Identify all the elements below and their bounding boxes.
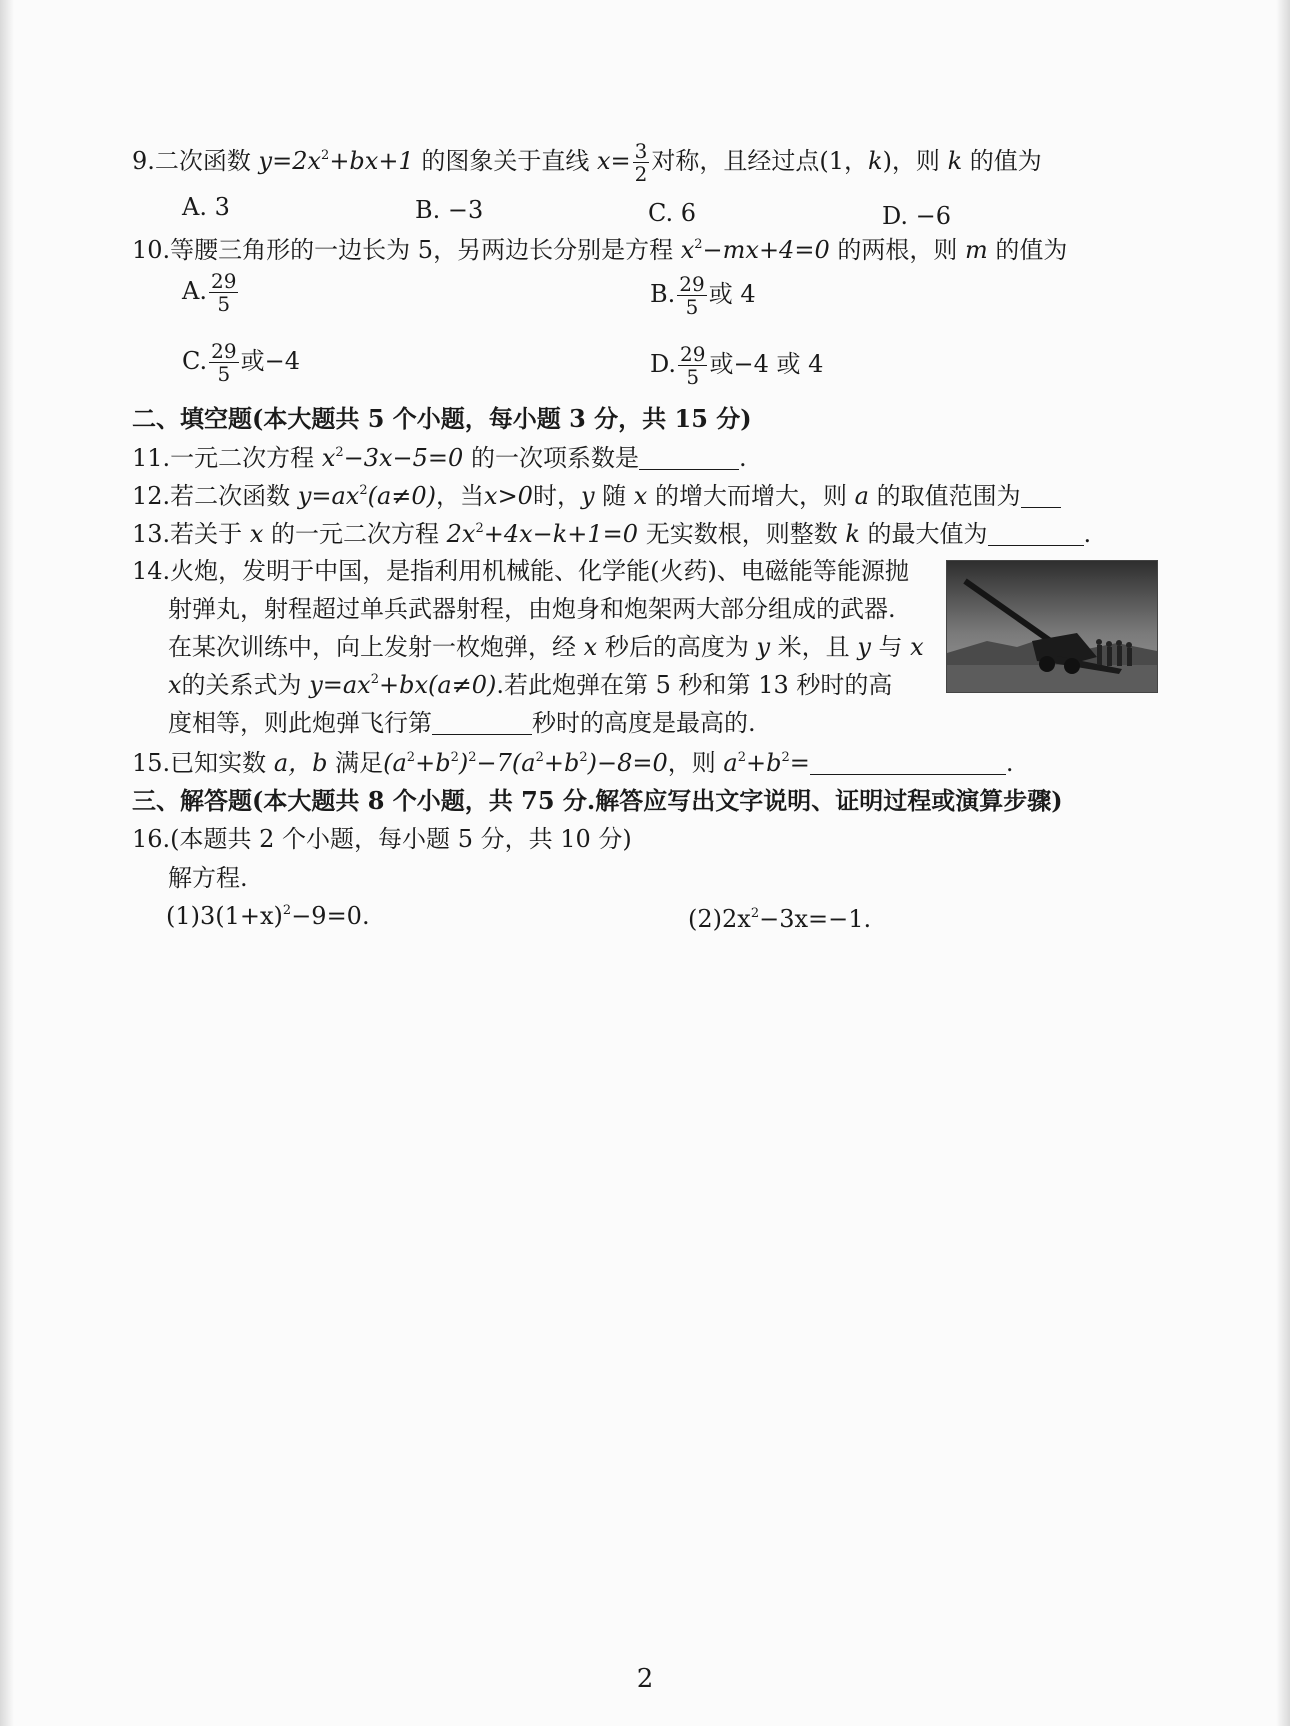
fraction-3-2: $\frac{3}{2}$ bbox=[634, 139, 648, 186]
q10-option-d: D. $\frac{29}{5}$ 或−4 或 4 bbox=[650, 342, 824, 389]
question-9: 9.二次函数 $y=2x^2+bx+1$ 的图象关于直线 x= $\frac{3}{2}$ 对称，且经过点(1，k)，则 k 的值为 bbox=[132, 139, 1042, 186]
q9-option-a: A. 3 bbox=[182, 193, 230, 221]
question-14-line-5: 度相等，则此炮弹飞行第 秒时的高度是最高的. bbox=[168, 709, 756, 737]
section-2-heading: 二、填空题(本大题共 5 个小题，每小题 3 分，共 15 分) bbox=[132, 404, 752, 433]
q10-option-c: C. $\frac{29}{5}$ 或−4 bbox=[182, 339, 300, 386]
page-edge-right bbox=[1276, 0, 1290, 1726]
q9-option-c: C. 6 bbox=[648, 199, 697, 227]
answer-blank-11[interactable] bbox=[639, 447, 739, 470]
q10-option-a: A. $\frac{29}{5}$ bbox=[182, 269, 237, 316]
answer-blank-13[interactable] bbox=[988, 523, 1084, 546]
question-11: 11.一元二次方程 $x^2-3x-5=0$ 的一次项系数是 . bbox=[132, 444, 747, 472]
q9-option-b: B. −3 bbox=[415, 196, 484, 224]
question-16-instruction: 解方程. bbox=[168, 864, 248, 892]
cannon-image bbox=[947, 561, 1157, 692]
question-14-line-3: 在某次训练中，向上发射一枚炮弹，经 x 秒后的高度为 y 米，且 y 与 x bbox=[168, 633, 924, 661]
page-edge-left bbox=[0, 0, 14, 1726]
cannon-photo bbox=[946, 560, 1158, 693]
answer-blank-14[interactable] bbox=[432, 712, 532, 735]
question-16-header: 16.(本题共 2 个小题，每小题 5 分，共 10 分) bbox=[132, 825, 632, 853]
page-number: 2 bbox=[636, 1664, 654, 1694]
answer-blank-15[interactable] bbox=[810, 752, 1006, 775]
question-14-line-1: 14.火炮，发明于中国，是指利用机械能、化学能(火药)、电磁能等能源抛 bbox=[132, 557, 909, 585]
question-12: 12.若二次函数 $y=ax^2(a\ne 0)$，当x>0时，y 随 x 的增大而增大，则 a 的取值范围为 bbox=[132, 479, 1061, 513]
section-3-heading: 三、解答题(本大题共 8 个小题，共 75 分.解答应写出文字说明、证明过程或演算步骤) bbox=[132, 786, 1063, 815]
question-13: 13.若关于 x 的一元二次方程 $2x^2+4x-k+1=0$ 无实数根，则整数 k 的最大值为 . bbox=[132, 520, 1092, 548]
q9-option-d: D. −6 bbox=[882, 202, 952, 230]
question-16-part-1: $(1)3(1+x)^2-9=0$. bbox=[166, 902, 370, 930]
question-15: 15.已知实数 a，b 满足$(a^2+b^2)^2-7(a^2+b^2)-8=0$，则 $a^2+b^2=$ . bbox=[132, 749, 1014, 777]
question-10: 10.等腰三角形的一边长为 5，另两边长分别是方程 $x^2-mx+4=0$ 的两根，则 m 的值为 bbox=[132, 236, 1068, 264]
question-14-line-4: x的关系式为 $y=ax^2+bx(a\ne 0)$.若此炮弹在第 5 秒和第 13 秒时的高 bbox=[168, 671, 893, 699]
answer-blank-12[interactable] bbox=[1021, 485, 1061, 508]
question-14-line-2: 射弹丸，射程超过单兵武器射程，由炮身和炮架两大部分组成的武器. bbox=[168, 595, 896, 623]
q10-option-b: B. $\frac{29}{5}$ 或 4 bbox=[650, 272, 756, 319]
question-16-part-2: $(2)2x^2-3x=-1$. bbox=[688, 905, 872, 933]
